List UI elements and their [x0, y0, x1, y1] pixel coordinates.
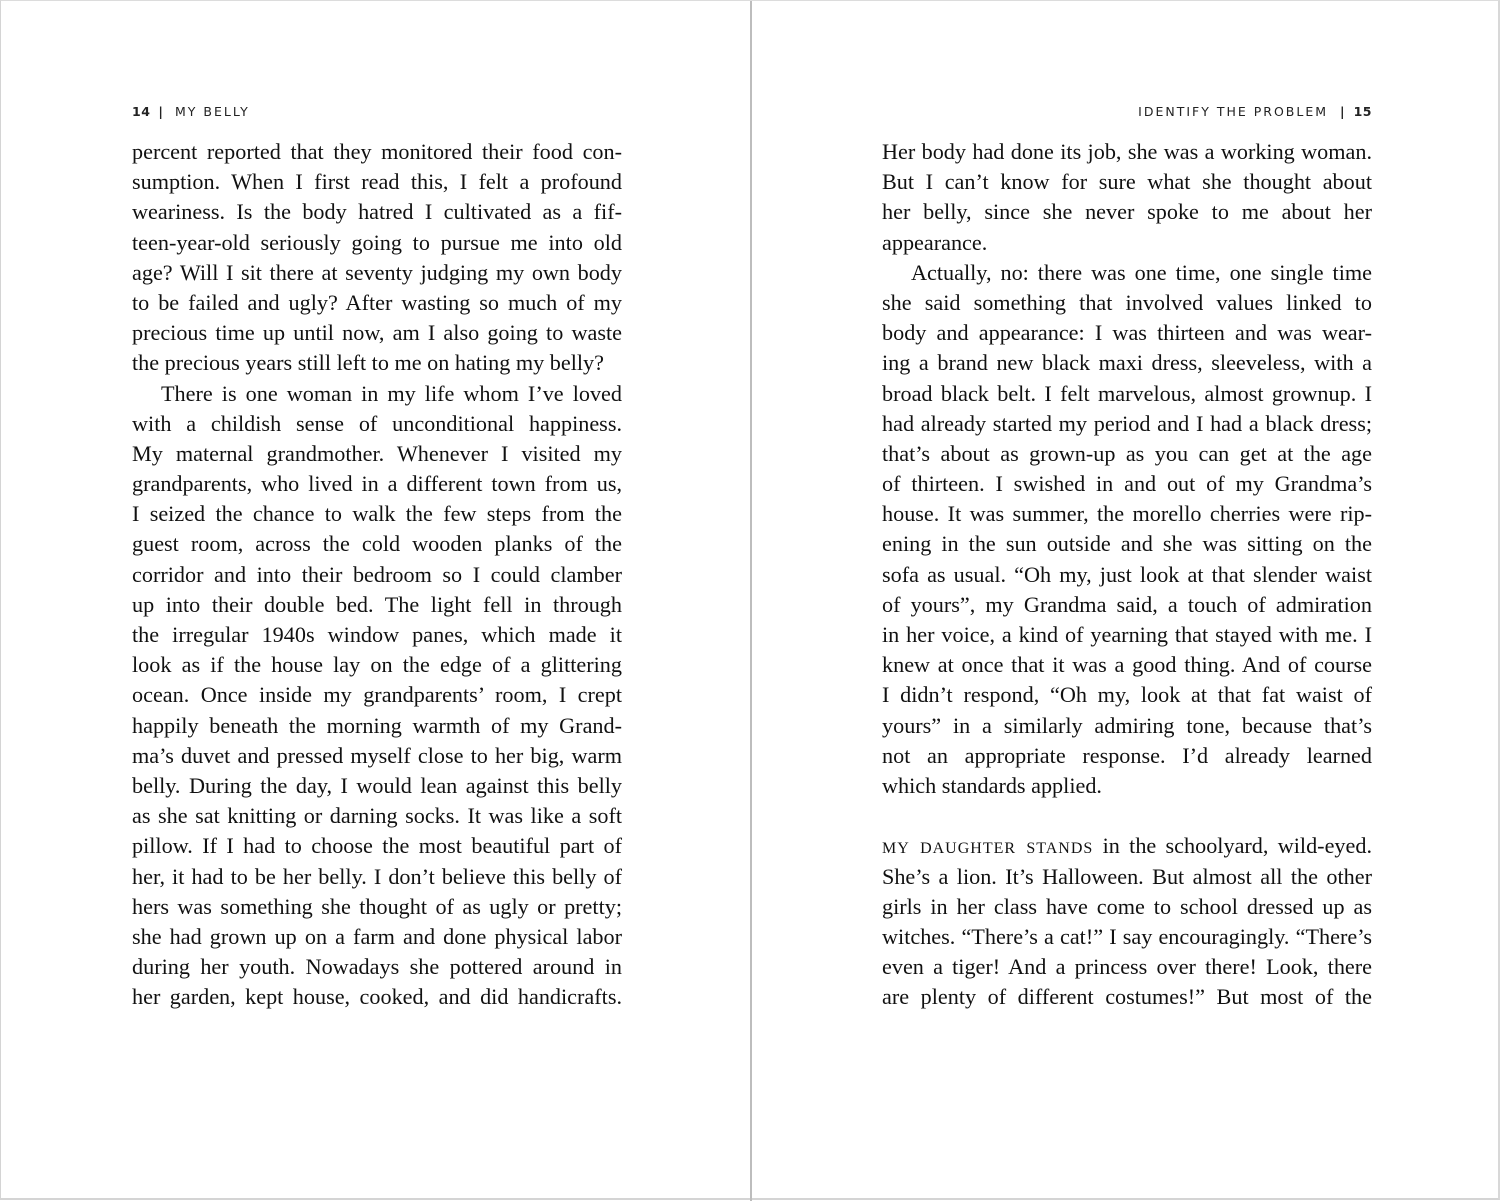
text-line: girls in her class have come to school dressed up as: [882, 893, 1372, 919]
text-line: are plenty of different costumes!” But most of the: [882, 984, 1372, 1010]
text-line: body and appearance: I was thirteen and was wear-: [882, 320, 1372, 346]
text-line: the irregular 1940s window panes, which made it: [132, 622, 622, 647]
page-number: 14: [132, 104, 151, 119]
text-line: to be failed and ugly? After wasting so much of my: [132, 289, 622, 315]
text-line: pillow. If I had to choose the most beautiful part of: [132, 833, 622, 859]
text-line: her, it had to be her belly. I don’t believe this belly of: [132, 863, 622, 889]
text-line: in her voice, a kind of yearning that stayed with me. I: [882, 622, 1372, 647]
text-line-rest: in the schoolyard, wild-eyed.: [1093, 833, 1372, 859]
text-line: look as if the house lay on the edge of a glittering: [132, 652, 622, 678]
text-line: appearance.: [882, 229, 988, 255]
text-line: I seized the chance to walk the few steps from the: [132, 501, 622, 527]
left-body-text: [132, 137, 622, 1012]
right-running-head: [1138, 104, 1372, 119]
text-line: with a childish sense of unconditional happiness.: [132, 410, 622, 436]
left-running-head: [132, 104, 250, 119]
text-line: up into their double bed. The light fell in through: [132, 591, 622, 617]
text-line: teen-year-old seriously going to pursue me into old: [132, 229, 622, 255]
page-number: 15: [1353, 104, 1372, 119]
text-line: corridor and into their bedroom so I could clamber: [132, 561, 622, 587]
text-line: her belly, since she never spoke to me about her: [882, 199, 1372, 225]
text-line: of thirteen. I swished in and out of my Grandma’s: [882, 471, 1372, 497]
right-body-text: [882, 137, 1372, 1012]
text-line: ing a brand new black maxi dress, sleeveless, with a: [882, 350, 1372, 376]
left-page: [1, 1, 750, 1201]
text-line: broad black belt. I felt marvelous, almost grownup. I: [882, 380, 1372, 406]
text-line: she said something that involved values linked to: [882, 289, 1372, 315]
text-line: as she sat knitting or darning socks. It was like a soft: [132, 803, 622, 829]
text-line: sofa as usual. “Oh my, just look at that slender waist: [882, 561, 1372, 587]
text-line: had already started my period and I had a black dress;: [882, 410, 1372, 436]
running-head-title: IDENTIFY THE PROBLEM: [1138, 104, 1329, 119]
text-line: weariness. Is the body hatred I cultivated as a fif-: [132, 199, 622, 225]
text-line: hers was something she thought of as ugly or pretty;: [132, 893, 622, 919]
text-line: ma’s duvet and pressed myself close to her big, warm: [132, 742, 622, 768]
text-line: house. It was summer, the morello cherries were rip-: [882, 501, 1372, 527]
separator: |: [158, 104, 165, 119]
text-line: ening in the sun outside and she was sitting on the: [882, 531, 1372, 557]
text-line: belly. During the day, I would lean against this belly: [132, 772, 622, 798]
text-line: she had grown up on a farm and done physical labor: [132, 923, 622, 949]
right-page: [752, 1, 1500, 1201]
text-line: guest room, across the cold wooden planks of the: [132, 531, 622, 557]
text-line: not an appropriate response. I’d already learned: [882, 742, 1372, 768]
text-line: She’s a lion. It’s Halloween. But almost all the other: [882, 863, 1372, 889]
text-line: her garden, kept house, cooked, and did handicrafts.: [132, 984, 622, 1010]
text-line: which standards applied.: [882, 772, 1102, 798]
text-line: precious time up until now, am I also going to waste: [132, 320, 622, 346]
text-line: age? Will I sit there at seventy judging my own body: [132, 259, 622, 285]
text-line: I didn’t respond, “Oh my, look at that fat waist of: [882, 682, 1372, 708]
text-line: of yours”, my Grandma said, a touch of admiration: [882, 591, 1372, 617]
text-line: happily beneath the morning warmth of my Grand-: [132, 712, 622, 738]
section-lead-in: my daughter stands: [882, 833, 1094, 859]
text-line: the precious years still left to me on hating my belly?: [132, 350, 604, 376]
text-line: during her youth. Nowadays she pottered around in: [132, 954, 622, 980]
text-line: sumption. When I first read this, I felt a profound: [132, 169, 622, 195]
text-line: My maternal grandmother. Whenever I visited my: [132, 440, 622, 466]
text-line: that’s about as grown-up as you can get at the age: [882, 440, 1372, 466]
text-line: percent reported that they monitored their food con-: [132, 139, 622, 164]
text-line: yours” in a similarly admiring tone, because that’s: [882, 712, 1372, 738]
text-line: But I can’t know for sure what she thought about: [882, 169, 1372, 195]
separator: |: [1340, 104, 1347, 119]
text-line: Actually, no: there was one time, one single time: [911, 259, 1372, 285]
text-line: even a tiger! And a princess over there! Look, there: [882, 954, 1372, 980]
text-line: ocean. Once inside my grandparents’ room, I crept: [132, 682, 622, 708]
text-line: witches. “There’s a cat!” I say encouragingly. “There’s: [882, 923, 1372, 949]
text-line: Her body had done its job, she was a working woman.: [882, 139, 1372, 164]
text-line: [882, 831, 1372, 861]
text-line: There is one woman in my life whom I’ve loved: [161, 380, 622, 406]
text-line: grandparents, who lived in a different town from us,: [132, 471, 622, 497]
running-head-title: MY BELLY: [174, 104, 250, 119]
section-break: [882, 801, 1372, 831]
text-line: knew at once that it was a good thing. And of course: [882, 652, 1372, 678]
